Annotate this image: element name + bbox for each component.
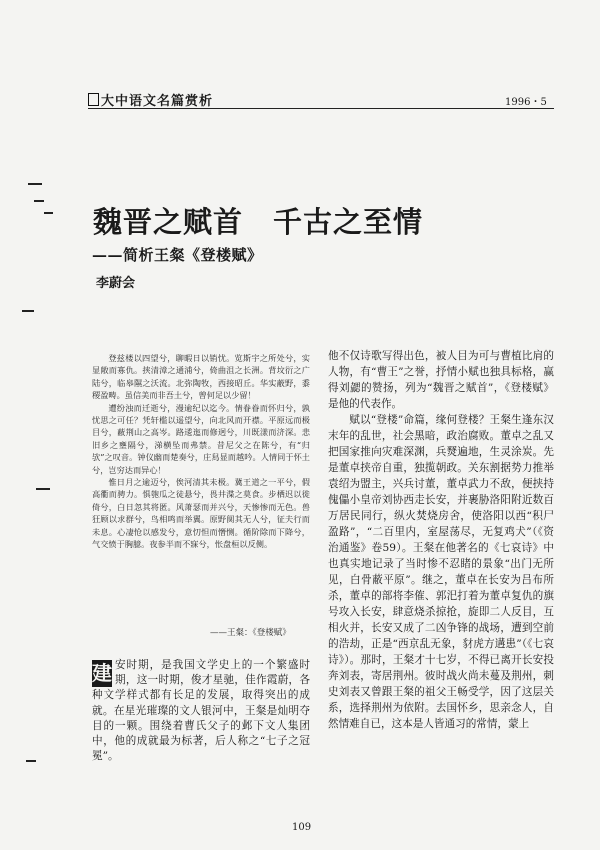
author-name: 李蔚会 (96, 276, 136, 291)
margin-mark (22, 310, 34, 312)
quote-attribution: ——王粲：《登楼赋》 (210, 628, 291, 638)
page-number: 109 (292, 822, 312, 833)
body-paragraph: 赋以“登楼”命篇，缘何登楼？王粲生逢东汉末年的乱世，社会黑暗，政治腐败。董卓之乱又把国家推向灾难深渊，兵燹遍地，生灵涂炭。先是董卓挟帝自重，独揽朝政。关东割据势力推举袁绍为盟主，兴兵讨董，董卓武力不敌，便挟持傀儡小皇帝刘协西走长安，并裹胁洛阳附近数百万居民同行，纵火焚烧房舍，使洛阳以西“积尸盈路”，“二百里内，室屋荡尽，无复鸡犬”（《资治通鉴》卷59）。王粲在他著名的《七哀诗》中也真实地记录了当时惨不忍睹的景象“出门无所见，白骨蔽平原”。继之，董卓在长安为吕布所杀，董卓的部将李傕、郭汜打着为董卓复仇的旗号攻入长安，肆意烧杀掠抢，旋即二人反目，互相火并，长安又成了二凶争锋的战场，遭到空前的浩劫，正是“西京乱无象，豺虎方遘患”（《七哀诗》）。那时，王粲才十七岁，不得已离开长安投奔刘表，寄居荆州。彼时战火尚未蔓及荆州，刺史刘表又曾跟王粲的祖父王畅受学，因了这层关系，选择荆州为依附。去国怀乡，思亲念人，自然情难自已，这本是人皆通习的常情，蒙上 (328, 414, 554, 730)
issue-date: 1996・5 (505, 97, 547, 108)
right-column-body (328, 348, 554, 732)
margin-mark (36, 488, 50, 490)
quoted-excerpt (92, 352, 310, 551)
body-paragraph: 他不仅诗歌写得出色，被人目为可与曹植比肩的人物，有“曹王”之誉，抒情小赋也独具标格，赢得刘勰的赞扬，列为“魏晋之赋首”，《登楼赋》是他的代表作。 (328, 350, 554, 410)
quote-paragraph: 登兹楼以四望兮，聊暇日以销忧。览斯宇之所处兮，实显敞而寡仇。挟清漳之通浦兮，倚曲沮之长洲。背坟衍之广陆兮，临皋隰之沃流。北弥陶牧，西接昭丘。华实蔽野，黍稷盈畴。虽信美而非吾土兮，曾何足以少留！ (92, 353, 310, 401)
article-title: 魏晋之赋首 千古之至情 (93, 205, 424, 239)
checkbox-icon (88, 93, 99, 106)
drop-cap: 建 (92, 661, 112, 685)
margin-mark (28, 183, 42, 185)
series-title: 大中语文名篇赏析 (88, 90, 213, 109)
quote-paragraph: 遭纷浊而迁逝兮，漫逾纪以迄今。情眷眷而怀归兮，孰忧思之可任？凭轩槛以遥望兮，向北风而开襟。平原远而极目兮，蔽荆山之高岑。路逶迤而修迥兮，川既漾而济深。悲旧乡之壅隔兮，涕横坠而弗禁。昔尼父之在陈兮，有“归欤”之叹音。钟仪幽而楚奏兮，庄舄显而越吟。人情同于怀土兮，岂穷达而异心！ (92, 402, 310, 475)
article-subtitle: ——简析王粲《登楼赋》 (92, 246, 263, 264)
margin-mark (26, 760, 36, 762)
quote-paragraph: 惟日月之逾迈兮，俟河清其未极。冀王道之一平兮，假高衢而骋力。惧匏瓜之徒悬兮，畏井渫之莫食。步栖迟以徙倚兮，白日忽其将匿。风萧瑟而并兴兮，天惨惨而无色。兽狂顾以求群兮，鸟相鸣而举翼。原野阒其无人兮，征夫行而未息。心凄怆以感发兮，意忉怛而憯恻。循阶除而下降兮，气交愤于胸臆。夜参半而不寐兮，怅盘桓以反侧。 (92, 477, 310, 550)
margin-mark (34, 200, 44, 202)
header-divider (88, 108, 554, 109)
left-column-body (92, 658, 310, 764)
body-text: 安时期，是我国文学史上的一个繁盛时期，这一时期，俊才星驰，佳作霞蔚，各种文学样式都有长足的发展，取得突出的成就。在星光璀璨的文人银河中，王粲是灿明夺目的一颗。围绕着曹氏父子的邺下文人集团中，他的成就最为标著，后人称之“七子之冠冕”。 (92, 659, 310, 763)
margin-mark (44, 212, 53, 214)
